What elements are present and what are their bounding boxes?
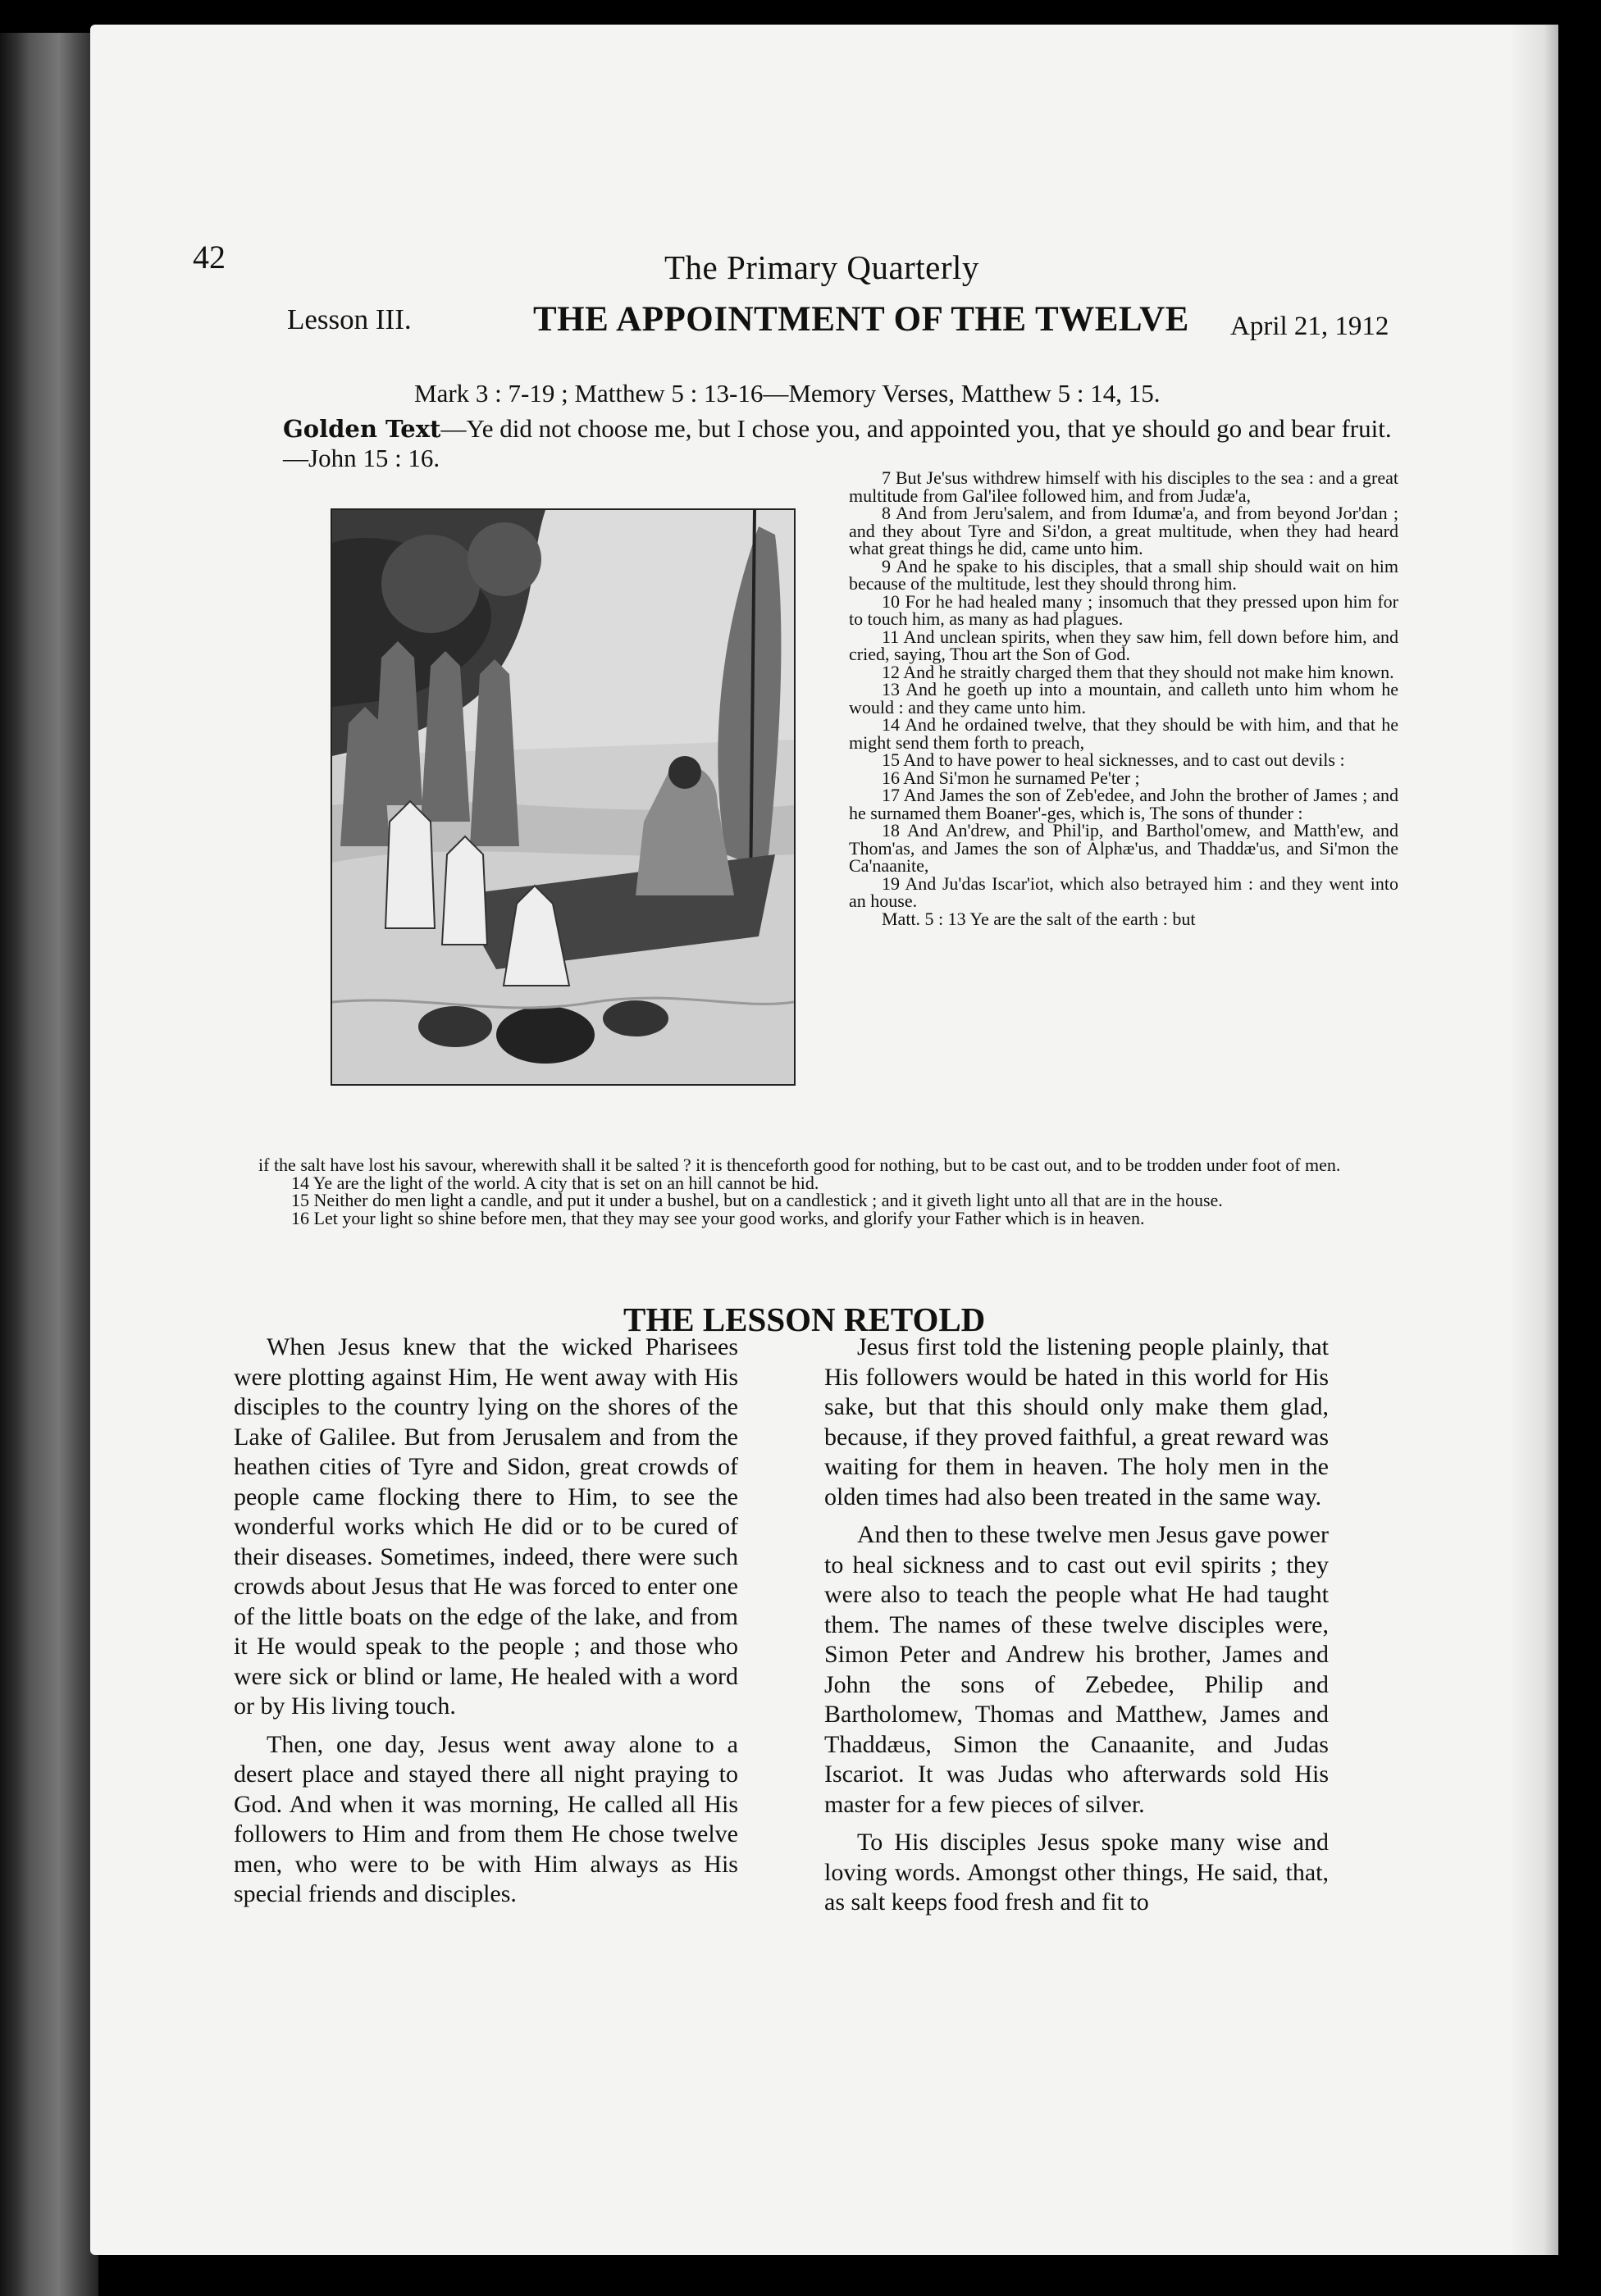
retold-column-left bbox=[234, 1332, 738, 1918]
verse: 10 For he had healed many ; insomuch that they pressed upon him for to touch him, as many as had plagues. bbox=[849, 590, 1398, 629]
page-gutter-shadow bbox=[1509, 25, 1558, 2255]
golden-text-body: —Ye did not choose me, but I chose you, and appointed you, that ye should go and bear fruit.—John 15 : 16. bbox=[283, 414, 1392, 472]
verse: 16 Let your light so shine before men, that they may see your good works, and glorify your Father which is in heaven. bbox=[291, 1207, 1145, 1228]
lesson-retold-heading: THE LESSON RETOLD bbox=[623, 1301, 986, 1338]
verse: 14 And he ordained twelve, that they should be with him, and that he might send them forth to preach, bbox=[849, 714, 1398, 753]
illustration-artwork bbox=[332, 510, 794, 1084]
verse: if the salt have lost his savour, wherewith shall it be salted ? it is thenceforth good for nothing, but to be cast out, and to be trodden under foot of men. bbox=[258, 1155, 1341, 1175]
paragraph: When Jesus knew that the wicked Pharisees were plotting against Him, He went away with His disciples to the country lying on the shores of the Lake of Galilee. But from Jerusalem and from the heathen cities of Tyre and Sidon, great crowds of people came flocking there to Him, to see the wonderful works which He did or to be cured of their diseases. Sometimes, indeed, there were such crowds about Jesus that He was forced to enter one of the little boats on the edge of the lake, and from it He would speak to the people ; and those who were sick or blind or lame, He healed with a word or by His living touch. bbox=[234, 1333, 738, 1720]
verse: 9 And he spake to his disciples, that a small ship should wait on him because of the multitude, lest they should throng him. bbox=[849, 555, 1398, 594]
verse: 17 And James the son of Zeb'edee, and John the brother of James ; and he surnamed them Boaner'-ges, which is, The sons of thunder : bbox=[849, 785, 1398, 823]
paragraph: Jesus first told the listening people plainly, that His followers would be hated in this world for His sake, but that this should only make them glad, because, if they proved faithful, a great reward was waiting for them in heaven. The holy men in the olden times had also been treated in the same way. bbox=[824, 1333, 1329, 1510]
verse: 19 And Ju'das Iscar'iot, which also betrayed him : and they went into an house. bbox=[849, 872, 1398, 911]
retold-column-right bbox=[824, 1332, 1329, 1926]
verse: 15 Neither do men light a candle, and put it under a bushel, but on a candlestick ; and it giveth light unto all that are in the house. bbox=[291, 1190, 1223, 1210]
verse: 7 But Je'sus withdrew himself with his disciples to the sea : and a great multitude from Gal'ilee followed him, and from Judæ'a, bbox=[849, 467, 1398, 506]
running-title: The Primary Quarterly bbox=[664, 248, 979, 286]
verse: 16 And Si'mon he surnamed Pe'ter ; bbox=[882, 767, 1140, 788]
verse: 8 And from Jeru'salem, and from Idumæ'a, and from beyond Jor'dan ; and they about Tyre and Si'don, a great multitude, when they had heard what great things he did, came unto him. bbox=[849, 503, 1398, 558]
lesson-number: Lesson III. bbox=[287, 303, 412, 335]
verse: 13 And he goeth up into a mountain, and calleth unto him whom he would : and they came unto him. bbox=[849, 679, 1398, 718]
verse-matthew-13-start: Matt. 5 : 13 Ye are the salt of the earth : but bbox=[882, 908, 1196, 929]
scripture-verses-mark bbox=[849, 469, 1398, 927]
verse: 11 And unclean spirits, when they saw him, fell down before him, and cried, saying, Thou art the Son of God. bbox=[849, 626, 1398, 664]
lesson-title: THE APPOINTMENT OF THE TWELVE bbox=[533, 300, 1189, 339]
paragraph: To His disciples Jesus spoke many wise and loving words. Amongst other things, He said, that, as salt keeps food fresh and fit to bbox=[824, 1829, 1329, 1916]
verse: 15 And to have power to heal sicknesses, and to cast out devils : bbox=[882, 749, 1345, 770]
book-spine-edge bbox=[0, 33, 98, 2296]
verse: 12 And he straitly charged them that they should not make him known. bbox=[882, 661, 1394, 682]
paragraph: Then, one day, Jesus went away alone to a desert place and stayed there all night praying to God. And when it was morning, He called all His followers to Him and from them He chose twelve men, who were to be with Him always as His special friends and disciples. bbox=[234, 1730, 738, 1907]
golden-text-label: Golden Text bbox=[283, 415, 441, 443]
illustration-jesus-in-boat bbox=[331, 508, 796, 1086]
scripture-references: Mark 3 : 7-19 ; Matthew 5 : 13-16—Memory Verses, Matthew 5 : 14, 15. bbox=[414, 379, 1161, 408]
golden-text bbox=[283, 414, 1407, 472]
scripture-verses-matthew bbox=[258, 1156, 1398, 1227]
verse: 14 Ye are the light of the world. A city that is set on an hill cannot be hid. bbox=[291, 1172, 819, 1193]
page-number: 42 bbox=[193, 239, 226, 276]
paragraph: And then to these twelve men Jesus gave power to heal sickness and to cast out evil spirits ; they were also to teach the people what He had taught them. The names of these twelve disciples were, Simon Peter and Andrew his brother, James and John the sons of Zebedee, Philip and Bartholomew, Thomas and Matthew, James and Thaddæus, Simon the Canaanite, and Judas Iscariot. It was Judas who afterwards sold His master for a few pieces of silver. bbox=[824, 1521, 1329, 1818]
lesson-date: April 21, 1912 bbox=[1230, 312, 1389, 341]
verse: 18 And An'drew, and Phil'ip, and Barthol'omew, and Matth'ew, and Thom'as, and James the son of Alphæ'us, and Thaddæ'us, and Si'mon the Ca'naanite, bbox=[849, 820, 1398, 876]
